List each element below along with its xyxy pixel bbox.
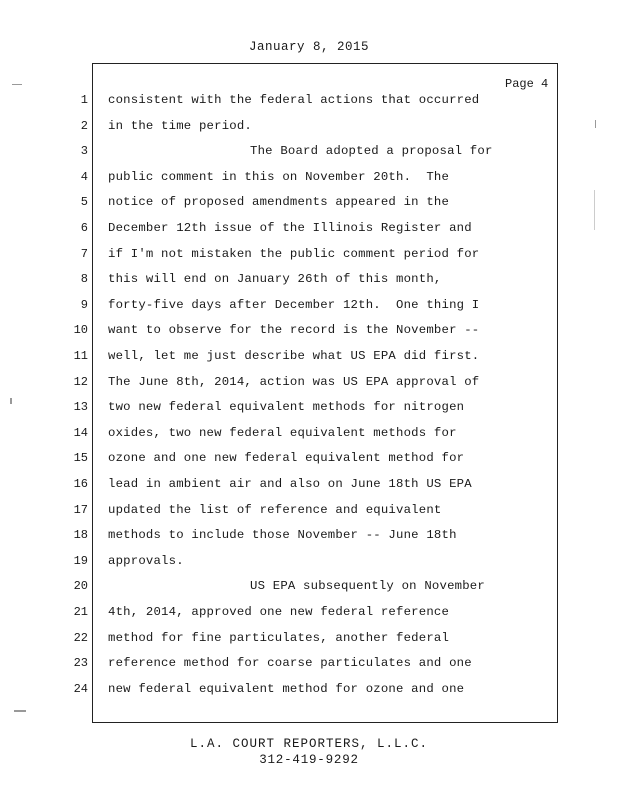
line-number: 1: [80, 93, 88, 107]
line-number: 16: [73, 477, 88, 491]
line-number: 10: [73, 323, 88, 338]
line-number: 23: [73, 656, 88, 671]
transcript-line: lead in ambient air and also on June 18th US EPA: [108, 477, 472, 491]
transcript-line: if I'm not mistaken the public comment period for: [108, 246, 480, 261]
line-number: 11: [73, 349, 88, 363]
line-number: 22: [73, 630, 88, 645]
transcript-date: January 8, 2015: [248, 40, 370, 54]
line-number: 7: [80, 246, 88, 261]
transcript-page-frame: [92, 63, 558, 723]
transcript-line: two new federal equivalent methods for nitrogen: [108, 400, 465, 415]
transcript-line: The June 8th, 2014, action was US EPA approval of: [108, 374, 480, 389]
transcript-line: updated the list of reference and equivalent: [108, 502, 442, 517]
transcript-line: reference method for coarse particulates and one: [108, 656, 472, 671]
line-number: 14: [73, 425, 88, 440]
scan-speck: [14, 710, 26, 712]
scan-speck: [12, 84, 22, 85]
transcript-line: ozone and one new federal equivalent method for: [108, 451, 465, 466]
line-number: 20: [73, 579, 88, 594]
transcript-line: approvals.: [108, 553, 184, 568]
footer-phone: 312-419-9292: [259, 753, 359, 767]
footer-company: L.A. COURT REPORTERS, L.L.C.: [189, 737, 429, 751]
transcript-line: US EPA subsequently on November: [250, 579, 485, 594]
line-number: 5: [80, 195, 88, 210]
transcript-line: notice of proposed amendments appeared in the: [108, 195, 450, 210]
transcript-line: want to observe for the record is the November --: [108, 323, 480, 338]
line-number: 15: [73, 451, 88, 466]
scan-speck: [595, 120, 596, 128]
line-number: 3: [80, 144, 88, 159]
line-number: 8: [80, 272, 88, 287]
scan-speck: [10, 398, 12, 404]
line-number: 21: [73, 605, 88, 619]
line-number: 4: [80, 169, 88, 184]
line-number: 17: [73, 502, 88, 517]
transcript-line: 4th, 2014, approved one new federal reference: [108, 605, 450, 619]
scan-speck: [594, 190, 595, 230]
line-number: 2: [80, 118, 88, 133]
page-number: Page 4: [505, 77, 549, 91]
transcript-line: public comment in this on November 20th. The: [108, 169, 450, 184]
line-number: 12: [73, 374, 88, 389]
transcript-line: forty-five days after December 12th. One thing I: [108, 297, 480, 312]
line-number: 19: [73, 553, 88, 568]
transcript-line: well, let me just describe what US EPA did first.: [108, 349, 480, 363]
transcript-line: oxides, two new federal equivalent methods for: [108, 425, 457, 440]
transcript-line: this will end on January 26th of this month,: [108, 272, 442, 287]
line-number: 6: [80, 221, 88, 235]
transcript-line: in the time period.: [108, 118, 253, 133]
line-number: 18: [73, 528, 88, 543]
line-number: 24: [73, 681, 88, 696]
transcript-line: method for fine particulates, another federal: [108, 630, 450, 645]
transcript-line: December 12th issue of the Illinois Register and: [108, 221, 472, 235]
line-number: 13: [73, 400, 88, 415]
transcript-line: The Board adopted a proposal for: [250, 144, 493, 159]
transcript-line: consistent with the federal actions that occurred: [108, 93, 480, 107]
line-number: 9: [80, 297, 88, 312]
transcript-line: new federal equivalent method for ozone and one: [108, 681, 465, 696]
transcript-line: methods to include those November -- June 18th: [108, 528, 457, 543]
